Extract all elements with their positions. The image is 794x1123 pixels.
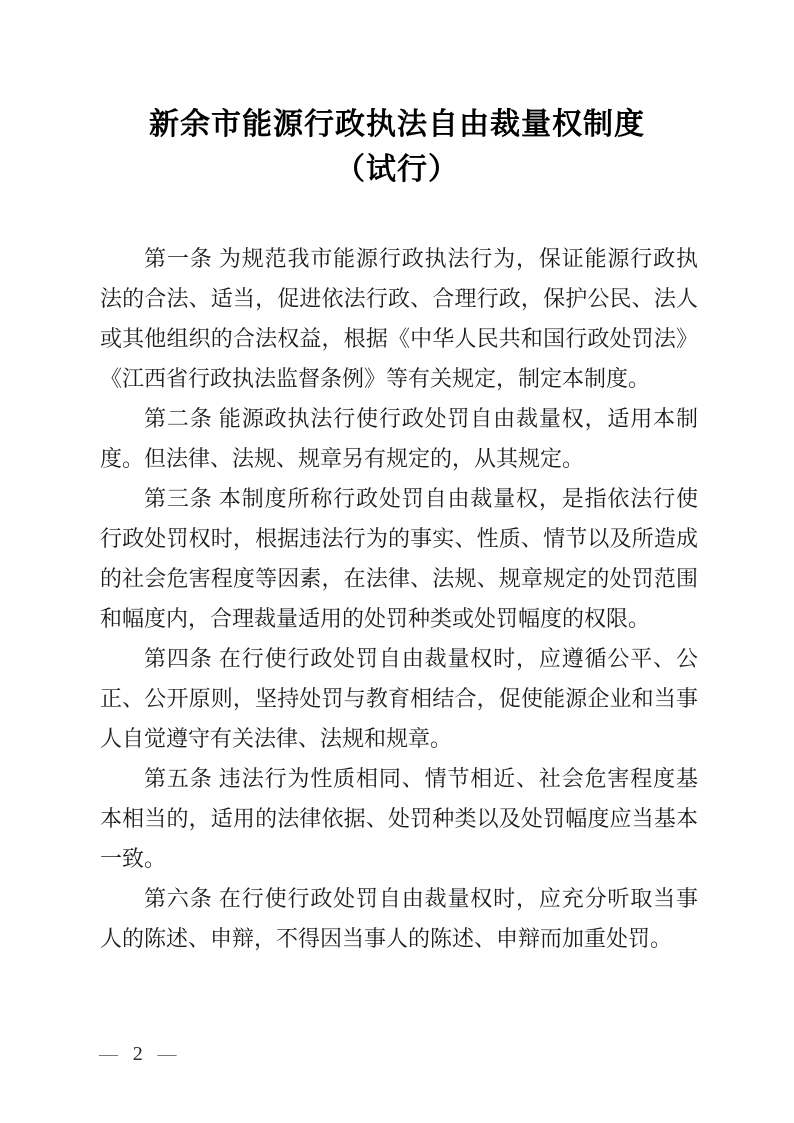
article-1: 第一条 为规范我市能源行政执法行为，保证能源行政执法的合法、适当，促进依法行政、合理行政，保护公民、法人或其他组织的合法权益，根据《中华人民共和国行政处罚法》《江西省行政执法监督条例》等有关规定，制定本制度。 <box>100 246 698 391</box>
title-line-1: 新余市能源行政执法自由裁量权制度 <box>149 108 645 141</box>
article-4: 第四条 在行使行政处罚自由裁量权时，应遵循公平、公正、公开原则，坚持处罚与教育相结合，促使能源企业和当事人自觉遵守有关法律、法规和规章。 <box>100 646 698 751</box>
document-title <box>0 0 794 192</box>
title-line-2: （试行） <box>335 153 459 186</box>
page-footer <box>99 1044 177 1065</box>
footer-dash-right: — <box>157 1044 177 1065</box>
article-5: 第五条 违法行为性质相同、情节相近、社会危害程度基本相当的，适用的法律依据、处罚种类以及处罚幅度应当基本一致。 <box>100 766 698 871</box>
article-6: 第六条 在行使行政处罚自由裁量权时，应充分听取当事人的陈述、申辩，不得因当事人的陈述、申辩而加重处罚。 <box>100 886 698 951</box>
article-2: 第二条 能源政执法行使行政处罚自由裁量权，适用本制度。但法律、法规、规章另有规定的，从其规定。 <box>100 406 698 471</box>
footer-dash-left: — <box>99 1044 118 1065</box>
article-3: 第三条 本制度所称行政处罚自由裁量权，是指依法行使行政处罚权时，根据违法行为的事实、性质、情节以及所造成的社会危害程度等因素，在法律、法规、规章规定的处罚范围和幅度内，合理裁量适用的处罚种类或处罚幅度的权限。 <box>100 486 698 631</box>
page-number: 2 <box>132 1043 143 1065</box>
document-body <box>0 192 794 959</box>
